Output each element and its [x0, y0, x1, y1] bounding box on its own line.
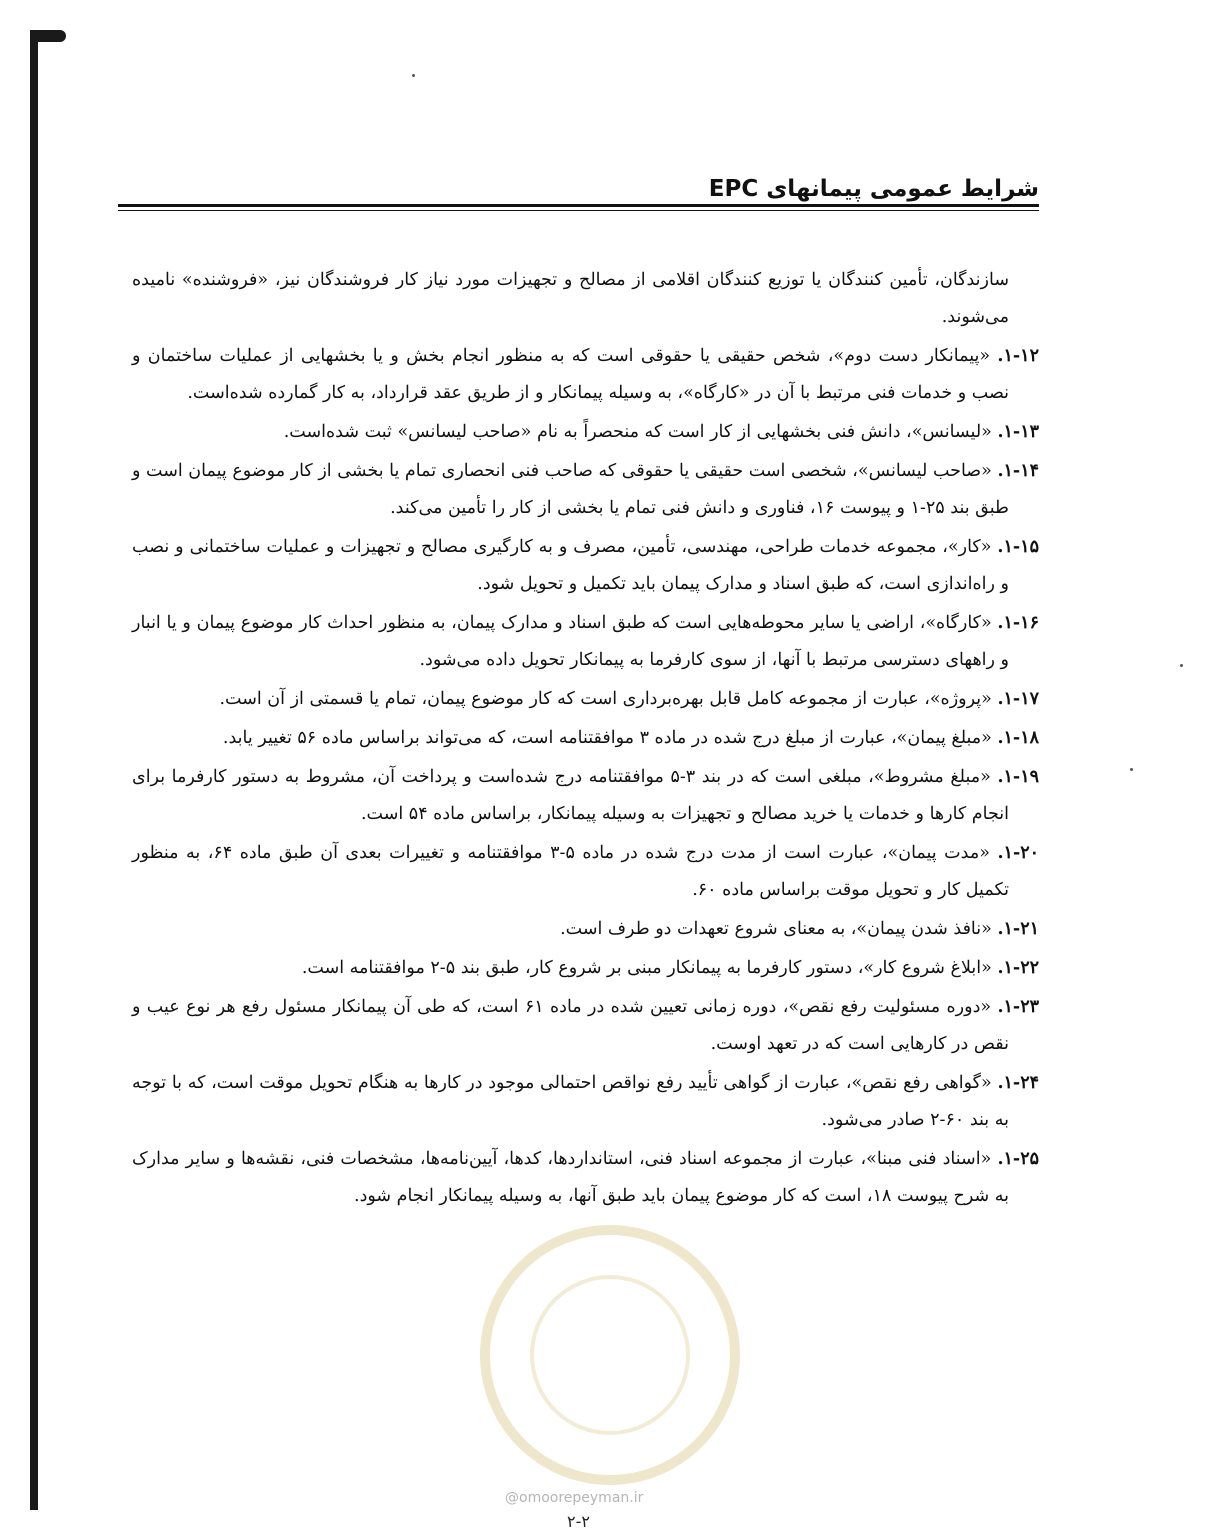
item-text: «پروژه»، عبارت از مجموعه کامل قابل بهره‌برداری است که کار موضوع پیمان، تمام یا قسمتی از آن است. [219, 689, 992, 709]
page-body [132, 262, 1039, 1217]
watermark-seal [480, 1225, 740, 1485]
definition-item [132, 720, 1039, 757]
definition-item [132, 759, 1039, 833]
item-number: ۱-۲۳. [997, 997, 1039, 1017]
item-text: «مدت پیمان»، عبارت است از مدت درج شده در ماده ۵-۳ موافقتنامه و تغییرات بعدی آن طبق ماده ۶۴، به منظور تکمیل کار و تحویل موقت براساس ماده ۶۰. [132, 843, 1009, 900]
definition-item [132, 911, 1039, 948]
item-number: ۱-۲۱. [997, 919, 1039, 939]
header-rule-thin [118, 210, 1039, 211]
definition-item [132, 453, 1039, 527]
item-text: «ابلاغ شروع کار»، دستور کارفرما به پیمانکار مبنی بر شروع کار، طبق بند ۵-۲ موافقتنامه است. [301, 958, 992, 978]
definition-item [132, 1065, 1039, 1139]
header-rule [118, 204, 1039, 207]
item-number: ۱-۲۵. [997, 1149, 1039, 1169]
scan-speck [1180, 664, 1183, 667]
definition-item [132, 414, 1039, 451]
watermark-url: @omoorepeyman.ir [505, 1490, 644, 1506]
item-text: «مبلغ مشروط»، مبلغی است که در بند ۳-۵ موافقتنامه درج شده‌است و پرداخت آن، مشروط به دستور کارفرما برای انجام کارها و خدمات یا خرید مصالح و تجهیزات به وسیله پیمانکار، براساس ماده ۵۴ است. [132, 767, 1009, 824]
binding-hook [30, 30, 66, 42]
item-number: ۱-۱۳. [997, 422, 1039, 442]
definition-item [132, 989, 1039, 1063]
item-number: ۱-۱۷. [997, 689, 1039, 709]
item-number: ۱-۱۸. [997, 728, 1039, 748]
item-text: «دوره مسئولیت رفع نقص»، دوره زمانی تعیین شده در ماده ۶۱ است، که طی آن پیمانکار مسئول رفع هر نوع عیب و نقص در کارهایی است که در تعهد اوست. [132, 997, 1009, 1054]
watermark-seal-inner [530, 1275, 690, 1435]
item-text: «صاحب لیسانس»، شخصی است حقیقی یا حقوقی که صاحب فنی انحصاری تمام یا بخشی از کار موضوع پیمان است و طبق بند ۲۵-۱ و پیوست ۱۶، فناوری و دانش فنی تمام یا بخشی از کار را تأمین می‌کند. [132, 461, 1009, 518]
item-number: ۱-۱۹. [997, 767, 1039, 787]
definition-item [132, 605, 1039, 679]
item-number: ۱-۲۲. [997, 958, 1039, 978]
item-text: «پیمانکار دست دوم»، شخص حقیقی یا حقوقی است که به منظور انجام بخش و یا بخشهایی از عملیات ساختمان و نصب و خدمات فنی مرتبط با آن در «کارگاه»، به وسیله پیمانکار و از طریق عقد قرارداد، به کار گمارده شده‌است. [132, 346, 1009, 403]
definition-item [132, 950, 1039, 987]
running-header: شرایط عمومی پیمانهای EPC [708, 176, 1039, 202]
item-number: ۱-۱۴. [997, 461, 1039, 481]
item-number: ۱-۱۵. [997, 537, 1039, 557]
item-text: «نافذ شدن پیمان»، به معنای شروع تعهدات دو طرف است. [560, 919, 992, 939]
definition-item [132, 835, 1039, 909]
item-text: «لیسانس»، دانش فنی بخشهایی از کار است که منحصراً به نام «صاحب لیسانس» ثبت شده‌است. [283, 422, 992, 442]
binding-edge [30, 30, 38, 1510]
intro-paragraph: سازندگان، تأمین کنندگان یا توزیع کنندگان اقلامی از مصالح و تجهیزات مورد نیاز کار فروشندگان نیز، «فروشنده» نامیده می‌شوند. [132, 270, 1009, 327]
item-text: «کارگاه»، اراضی یا سایر محوطه‌هایی است که طبق اسناد و مدارک پیمان، به منظور احداث کار موضوع پیمان و یا انبار و راههای دسترسی مرتبط با آنها، از سوی کارفرما به پیمانکار تحویل داده می‌شود. [132, 613, 1009, 670]
definition-item [132, 681, 1039, 718]
definition-item [132, 1141, 1039, 1215]
item-text: «کار»، مجموعه خدمات طراحی، مهندسی، تأمین، مصرف و به کارگیری مصالح و تجهیزات و عملیات ساختمانی و نصب و راه‌اندازی است، که طبق اسناد و مدارک پیمان باید تکمیل و تحویل شود. [132, 537, 1009, 594]
definition-item [132, 529, 1039, 603]
scan-speck [412, 74, 415, 77]
page-number: ۲-۲ [567, 1512, 590, 1531]
definition-item [132, 338, 1039, 412]
item-number: ۱-۲۰. [997, 843, 1040, 863]
item-text: «گواهی رفع نقص»، عبارت از گواهی تأیید رفع نواقص احتمالی موجود در کارها به هنگام تحویل موقت است، که با توجه به بند ۶۰-۲ صادر می‌شود. [132, 1073, 1009, 1130]
item-number: ۱-۱۶. [997, 613, 1039, 633]
item-number: ۱-۲۴. [997, 1073, 1039, 1093]
item-text: «اسناد فنی مبنا»، عبارت از مجموعه اسناد فنی، استانداردها، کدها، آیین‌نامه‌ها، مشخصات فنی، نقشه‌ها و سایر مدارک به شرح پیوست ۱۸، است که کار موضوع پیمان باید طبق آنها، به وسیله پیمانکار انجام شود. [132, 1149, 1009, 1206]
item-number: ۱-۱۲. [997, 346, 1039, 366]
scan-speck [1130, 768, 1133, 771]
item-text: «مبلغ پیمان»، عبارت از مبلغ درج شده در ماده ۳ موافقتنامه است، که می‌تواند براساس ماده ۵۶ تغییر یابد. [222, 728, 992, 748]
